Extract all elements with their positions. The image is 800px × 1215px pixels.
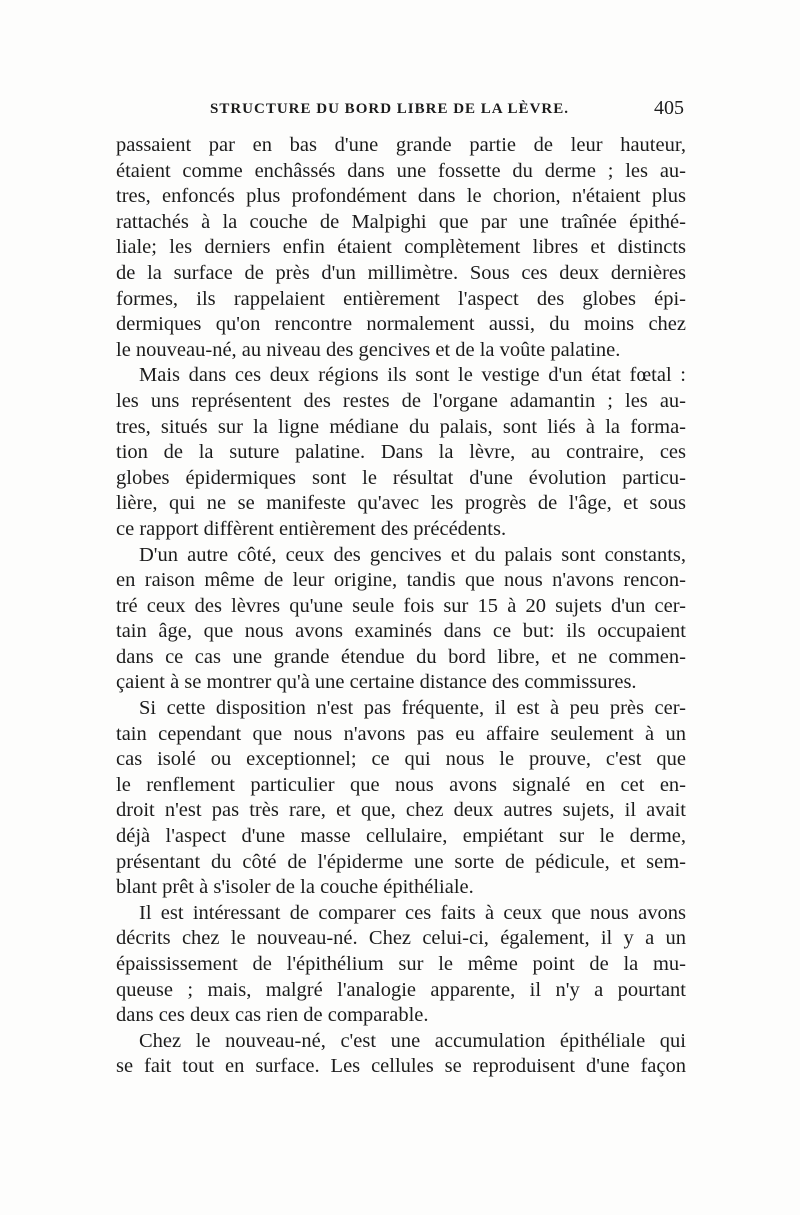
paragraph-first-line: Chez le nouveau-né, c'est une accumulation épithéliale qui [139,1029,686,1052]
text-line: rattachés à la couche de Malpighi que par une traînée épithé- [116,210,686,233]
text-line: tain âge, que nous avons examinés dans ce but: ils occupaient [116,620,686,643]
running-title: STRUCTURE DU BORD LIBRE DE LA LÈVRE. [210,101,569,117]
text-line: ce rapport diffèrent entièrement des précédents. [116,517,507,540]
text-line: queuse ; mais, malgré l'analogie apparente, il n'y a pourtant [116,978,686,1001]
text-line: les uns représentent des restes de l'organe adamantin ; les au- [116,389,686,412]
running-head [118,97,684,125]
text-line: le nouveau-né, au niveau des gencives et de la voûte palatine. [116,338,621,361]
text-line: en raison même de leur origine, tandis que nous n'avons rencon- [116,569,686,592]
paragraph-first-line: Si cette disposition n'est pas fréquente, il est à peu près cer- [139,697,686,720]
text-line: présentant du côté de l'épiderme une sorte de pédicule, et sem- [116,850,686,873]
text-line: dans ce cas une grande étendue du bord libre, et ne commen- [116,645,686,668]
text-line: tres, enfoncés plus profondément dans le chorion, n'étaient plus [116,185,686,208]
text-line: épaississement de l'épithélium sur le même point de la mu- [116,953,686,975]
text-line: lière, qui ne se manifeste qu'avec les progrès de l'âge, et sous [116,492,686,515]
text-line: décrits chez le nouveau-né. Chez celui-ci, également, il y a un [116,927,686,950]
page-number: 405 [654,97,684,119]
text-line: formes, ils rappelaient entièrement l'aspect des globes épi- [116,287,686,310]
text-line: tré ceux des lèvres qu'une seule fois sur 15 à 20 sujets d'un cer- [116,594,686,617]
paragraph-first-line: Mais dans ces deux régions ils sont le vestige d'un état fœtal : [139,364,686,387]
text-line: dans ces deux cas rien de comparable. [116,1004,429,1027]
text-line: cas isolé ou exceptionnel; ce qui nous le prouve, c'est que [116,748,686,771]
text-line: çaient à se montrer qu'à une certaine distance des commissures. [116,671,637,694]
text-line: déjà l'aspect d'une masse cellulaire, empiétant sur le derme, [116,825,686,848]
text-line: liale; les derniers enfin étaient complètement libres et distincts [116,236,686,259]
text-line: se fait tout en surface. Les cellules se reproduisent d'une façon [116,1055,686,1078]
paragraph-first-line: Il est intéressant de comparer ces faits à ceux que nous avons [139,901,686,924]
text-line: tain cependant que nous n'avons pas eu affaire seulement à un [116,722,686,745]
text-line: tres, situés sur la ligne médiane du palais, sont liés à la forma- [116,415,686,438]
text-line: étaient comme enchâssés dans une fossette du derme ; les au- [116,159,686,182]
text-line: de la surface de près d'un millimètre. Sous ces deux dernières [116,261,686,284]
text-line: tion de la suture palatine. Dans la lèvre, au contraire, ces [116,441,686,464]
text-line: droit n'est pas très rare, et que, chez deux autres sujets, il avait [116,799,686,822]
text-line: blant prêt à s'isoler de la couche épithéliale. [116,876,474,899]
paragraph-first-line: D'un autre côté, ceux des gencives et du palais sont constants, [139,543,686,566]
text-line: passaient par en bas d'une grande partie de leur hauteur, [116,134,686,156]
text-line: le renflement particulier que nous avons signalé en cet en- [116,773,686,796]
text-line: globes épidermiques sont le résultat d'une évolution particu- [116,466,686,489]
text-line: dermiques qu'on rencontre normalement aussi, du moins chez [116,313,686,336]
body-text [116,133,686,1080]
